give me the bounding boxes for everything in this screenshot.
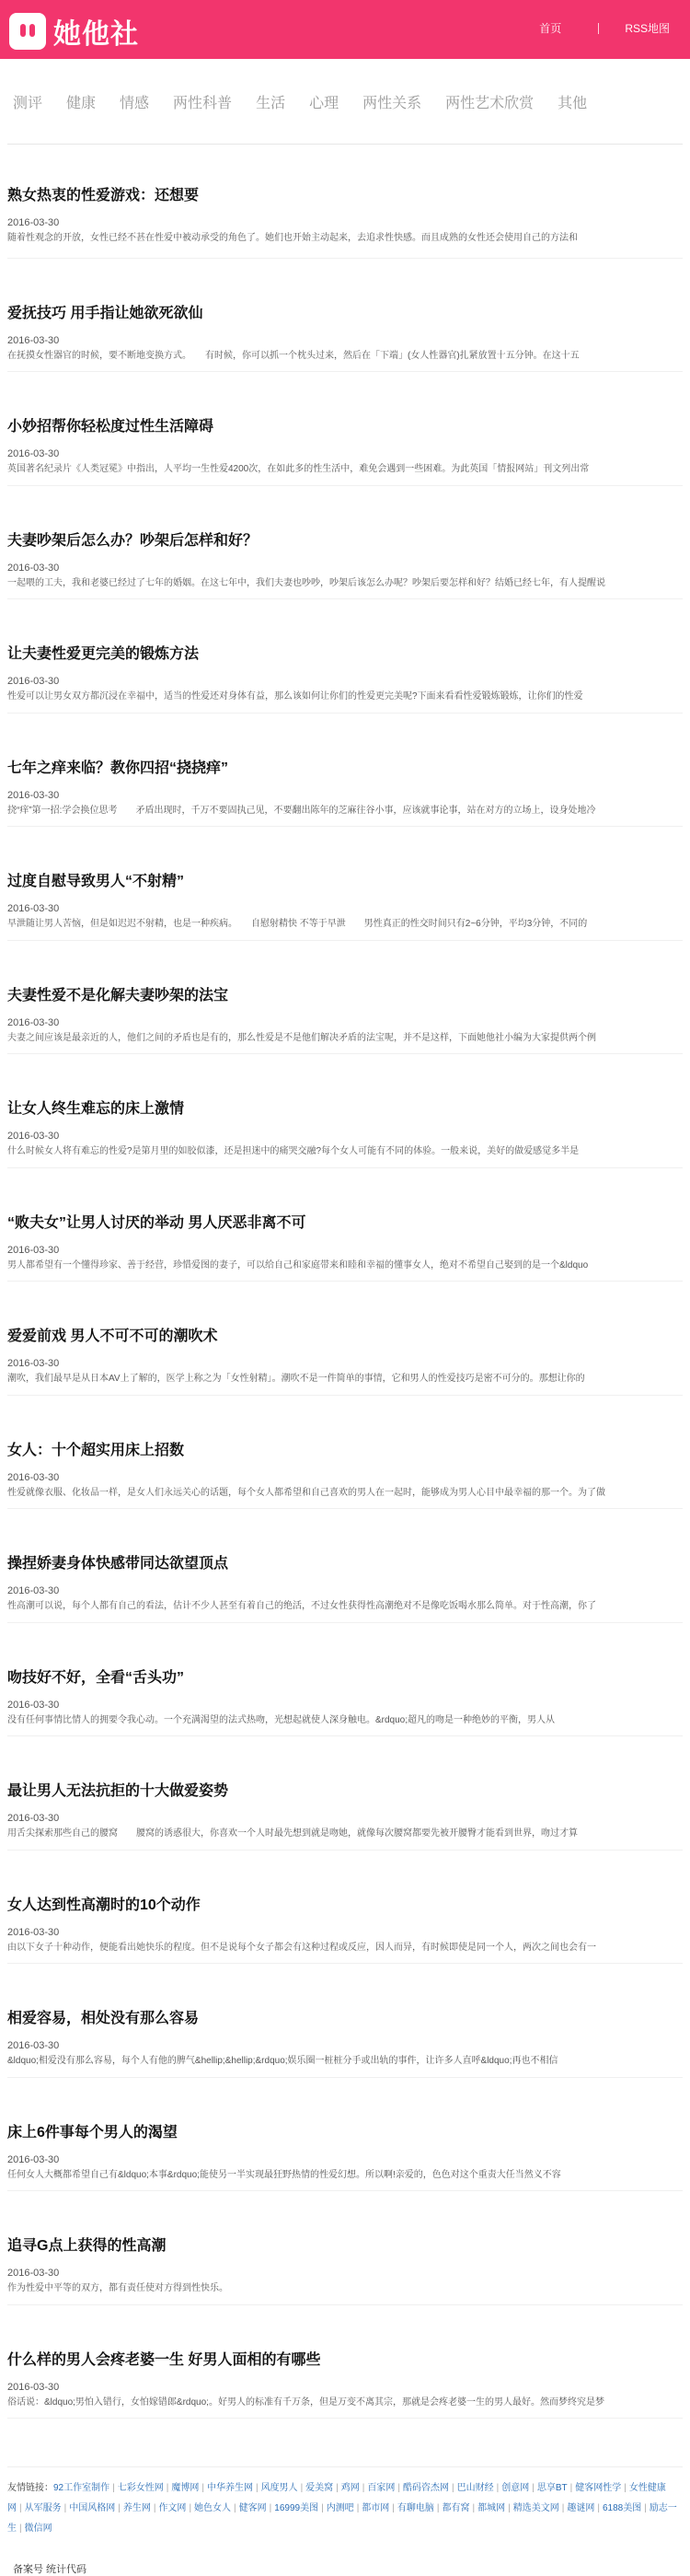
friend-link[interactable]: 趣谜网 (567, 2503, 595, 2513)
article-item (7, 1282, 683, 1396)
article-title[interactable]: 床上6件事每个男人的渴望 (7, 2124, 178, 2141)
article-item (7, 486, 683, 600)
article-date: 2016-03-30 (7, 789, 60, 801)
article-date: 2016-03-30 (7, 1585, 60, 1596)
article-summary: 性爱可以让男女双方都沉浸在幸福中，适当的性爱还对身体有益，那么该如何让你们的性爱更完美呢?下面来看看性爱锻炼锻炼，让你们的性爱 (7, 691, 583, 702)
friend-link[interactable]: 她色女人 (194, 2503, 232, 2513)
friend-link[interactable]: 魔博网 (171, 2483, 200, 2493)
article-date: 2016-03-30 (7, 2381, 60, 2393)
article-title[interactable]: 吻技好不好，全看“舌头功” (7, 1669, 185, 1686)
friend-link[interactable]: 励志一生 (7, 2503, 677, 2534)
article-list (0, 145, 690, 2419)
friend-link[interactable]: 爱美窝 (305, 2483, 334, 2493)
nav-item-health[interactable]: 健康 (66, 95, 97, 111)
link-separator: | (234, 2503, 236, 2513)
friend-links-label: 友情链接： (7, 2483, 53, 2493)
link-separator: | (644, 2503, 647, 2513)
article-title[interactable]: 让夫妻性爱更完美的锻炼方法 (7, 646, 200, 662)
link-separator: | (321, 2503, 324, 2513)
article-item (7, 259, 683, 373)
friend-link[interactable]: 百家网 (367, 2483, 396, 2493)
site-logo[interactable] (9, 11, 139, 52)
article-item (7, 1509, 683, 1623)
article-summary: 夫妻之间应该是最亲近的人，他们之间的矛盾也是有的，那么性爱是不是他们解决矛盾的法宝呢，并不是这样，下面她他社小编为大家提供两个例 (7, 1032, 596, 1043)
friend-link[interactable]: 有聊电脑 (397, 2503, 434, 2513)
link-separator: | (569, 2483, 573, 2493)
home-link[interactable]: 首页 (539, 22, 562, 35)
link-separator: | (561, 2503, 565, 2513)
article-summary: 任何女人大概都希望自己有&ldquo;本事&rdquo;能使另一半实现最狂野热情的性爱幻想。所以啊!亲爱的，色色对这个重责大任当然义不容 (7, 2169, 561, 2180)
friend-link[interactable]: 内测吧 (326, 2503, 354, 2513)
category-nav (7, 59, 683, 145)
article-title[interactable]: 女人：十个超实用床上招数 (7, 1442, 185, 1458)
nav-item-review[interactable]: 测评 (13, 95, 43, 111)
friend-link-list (7, 2483, 677, 2534)
friend-link[interactable]: 从军服务 (24, 2503, 62, 2513)
top-header (0, 0, 690, 59)
article-title[interactable]: 夫妻吵架后怎么办？吵架后怎样和好？ (7, 532, 259, 549)
article-date: 2016-03-30 (7, 1131, 60, 1142)
article-title[interactable]: 爱爱前戏 男人不可不可的潮吹术 (7, 1329, 218, 1344)
article-date: 2016-03-30 (7, 1926, 60, 1938)
top-links (539, 20, 670, 36)
friend-link[interactable]: 中华养生网 (206, 2483, 253, 2493)
link-separator: | (166, 2483, 169, 2493)
article-title[interactable]: 最让男人无法抗拒的十大做爱姿势 (7, 1783, 229, 1799)
friend-link[interactable]: 养生网 (122, 2503, 151, 2513)
article-summary: 性爱就像衣服、化妆品一样，是女人们永远关心的话题，每个女人都希望和自己喜欢的男人在一起时，能够成为男人心目中最幸福的那一个。为了做 (7, 1487, 605, 1498)
link-separator: | (532, 2483, 535, 2493)
nav-item-art[interactable]: 两性艺术欣赏 (445, 95, 535, 111)
link-separator: | (452, 2483, 454, 2493)
link-separator: | (496, 2483, 500, 2493)
article-item (7, 1851, 683, 1965)
article-summary: 用舌尖探索那些自己的腰窝 腰窝的诱惑很大，你喜欢一个人时最先想到就是吻她，就像每次腰窝都要先被开腰臀才能看到世界，吻过才算 (7, 1828, 578, 1839)
link-separator: | (356, 2503, 360, 2513)
link-separator: | (19, 2524, 22, 2534)
article-date: 2016-03-30 (7, 1016, 60, 1028)
article-summary: 一起喂的工夫，我和老婆已经过了七年的婚姻。在这七年中，我们夫妻也吵吵，吵架后该怎么办呢？吵架后要怎样和好？结婚已经七年，有人提醒说 (7, 577, 605, 588)
article-title[interactable]: 操捏娇妻身体快感带同达欲望顶点 (7, 1556, 229, 1572)
link-separator: | (624, 2483, 627, 2493)
link-separator: | (597, 2503, 600, 2513)
friend-links (7, 2466, 683, 2539)
article-title[interactable]: 夫妻性爱不是化解夫妻吵架的法宝 (7, 987, 229, 1004)
link-separator: | (436, 2503, 440, 2513)
divider (598, 23, 599, 34)
link-separator: | (153, 2503, 156, 2513)
article-date: 2016-03-30 (7, 1244, 60, 1256)
friend-link[interactable]: 微信网 (24, 2524, 52, 2534)
link-separator: | (397, 2483, 400, 2493)
link-separator: | (63, 2503, 67, 2513)
nav-item-relationship[interactable]: 两性关系 (362, 95, 422, 111)
article-title[interactable]: 小妙招帮你轻松度过性生活障碍 (7, 419, 214, 435)
article-item (7, 1623, 683, 1737)
article-date: 2016-03-30 (7, 1471, 60, 1483)
article-item (7, 827, 683, 941)
site-name: 她他社 (53, 19, 139, 50)
link-separator: | (269, 2503, 272, 2513)
article-summary: 没有任何事情比情人的拥要令我心动。一个充满渴望的法式热吻，光想起就使人深身触电。&rdquo;超凡的吻是一种绝妙的平衡，男人从 (7, 1714, 556, 1725)
article-summary: 在抚摸女性器官的时候，要不断地变换方式。 有时候，你可以抓一个枕头过来，然后在「下端」(女人性器官)扎紧放置十五分钟。在这十五 (7, 350, 580, 361)
article-date: 2016-03-30 (7, 676, 60, 687)
article-summary: 挠“痒”第一招:学会换位思考 矛盾出现时，千万不要固执己见，不要翻出陈年的芝麻往谷小事，应该就事论事，站在对方的立场上，设身处地冷 (7, 805, 596, 816)
friend-link[interactable]: 16999美图 (274, 2503, 319, 2513)
friend-link[interactable]: 都有窝 (442, 2503, 470, 2513)
article-date: 2016-03-30 (7, 1699, 60, 1711)
friend-link[interactable]: 思享BT (536, 2483, 568, 2493)
logo-icon (9, 13, 46, 50)
article-date: 2016-03-30 (7, 2040, 60, 2051)
link-separator: | (255, 2483, 259, 2493)
article-date: 2016-03-30 (7, 1358, 60, 1369)
article-item (7, 372, 683, 486)
footer: 备案号 统计代码 (13, 2564, 87, 2575)
friend-link[interactable]: 都市网 (362, 2503, 390, 2513)
article-summary: &ldquo;相爱没有那么容易，每个人有他的脾气&hellip;&hellip;&rdquo;娱乐圈一桩桩分手或出轨的事件，让许多人直呼&ldquo;再也不相信 (7, 2056, 558, 2066)
friend-link[interactable]: 中国风格网 (69, 2503, 116, 2513)
nav-item-emotion[interactable]: 情感 (120, 95, 150, 111)
article-summary: 英国著名纪录片《人类冠冕》中指出，人平均一生性爱4200次，在如此多的性生活中，难免会遇到一些困难。为此英国「情报网站」刊文列出常 (7, 464, 590, 474)
link-separator: | (362, 2483, 365, 2493)
article-item (7, 145, 683, 259)
article-title[interactable]: “败夫女”让男人讨厌的举动 男人厌恶非离不可 (7, 1214, 306, 1231)
friend-link[interactable]: 酷码咨杰网 (403, 2483, 449, 2493)
article-date: 2016-03-30 (7, 334, 60, 346)
article-item (7, 941, 683, 1055)
article-title[interactable]: 让女人终生难忘的床上激情 (7, 1101, 185, 1117)
article-summary: 潮吹，我们最早是从日本AV上了解的，医学上称之为「女性射精」。潮吹不是一件简单的事情，它和男人的性爱技巧是密不可分的。那想让你的 (7, 1374, 585, 1384)
link-separator: | (19, 2503, 22, 2513)
article-item (7, 1964, 683, 2078)
rss-map-link[interactable]: RSS地图 (625, 22, 670, 35)
link-separator: | (472, 2503, 476, 2513)
article-item (7, 1054, 683, 1168)
article-date: 2016-03-30 (7, 2268, 60, 2279)
friend-link[interactable]: 92工作室制作 (53, 2483, 110, 2493)
friend-link[interactable]: 风度男人 (260, 2483, 298, 2493)
friend-link[interactable]: 都城网 (477, 2503, 506, 2513)
article-item (7, 2305, 683, 2419)
friend-link[interactable]: 女性健康网 (7, 2483, 666, 2513)
link-separator: | (112, 2483, 115, 2493)
article-item (7, 1396, 683, 1510)
friend-link[interactable]: 七彩女性网 (117, 2483, 164, 2493)
article-summary: 早泄随让男人苦恼，但是如迟迟不射精，也是一种疾病。 自慰射精快 不等于早泄 男性真正的性交时间只有2~6分钟，平均3分钟，不同的 (7, 919, 588, 929)
article-summary: 俗话说：&ldquo;男怕入错行，女怕嫁错郎&rdquo;。好男人的标准有千万条，但是万变不离其宗，那就是会疼老婆一生的男人最好。然而梦终究是梦 (7, 2396, 604, 2408)
article-title[interactable]: 女人达到性高潮时的10个动作 (7, 1897, 201, 1913)
link-separator: | (508, 2503, 511, 2513)
friend-link[interactable]: 精选美文网 (512, 2503, 559, 2513)
friend-link[interactable]: 巴山财经 (456, 2483, 494, 2493)
article-date: 2016-03-30 (7, 217, 60, 228)
article-item (7, 599, 683, 714)
article-summary: 由以下女子十种动作，便能看出她快乐的程度。但不是说每个女子都会有这种过程或反应，因人而异，有时候即使是同一个人，两次之间也会有一 (7, 1942, 596, 1953)
link-separator: | (201, 2483, 204, 2493)
nav-item-psychology[interactable]: 心理 (309, 95, 339, 111)
friend-link[interactable]: 鸡网 (340, 2483, 360, 2493)
nav-item-science[interactable]: 两性科普 (173, 95, 233, 111)
article-date: 2016-03-30 (7, 903, 60, 914)
nav-item-life[interactable]: 生活 (256, 95, 286, 111)
friend-link[interactable]: 6188美图 (602, 2503, 642, 2513)
article-summary: 男人都希望有一个懂得珍家、善于经营，珍惜爱图的妻子，可以给自己和家庭带来和睦和幸福的懂事女人，绝对不希望自己娶到的是一个&ldquo (7, 1259, 589, 1271)
article-item (7, 714, 683, 828)
article-date: 2016-03-30 (7, 448, 60, 459)
link-separator: | (300, 2483, 304, 2493)
friend-link[interactable]: 作文网 (158, 2503, 187, 2513)
article-title[interactable]: 相爱容易，相处没有那么容易 (7, 2011, 200, 2026)
article-date: 2016-03-30 (7, 1813, 60, 1824)
article-item (7, 1168, 683, 1282)
friend-link[interactable]: 健客网 (238, 2503, 267, 2513)
friend-link[interactable]: 健客网性学 (575, 2483, 622, 2493)
article-title[interactable]: 过度自慰导致男人“不射精” (7, 874, 185, 889)
friend-link[interactable]: 创意网 (501, 2483, 530, 2493)
article-title[interactable]: 追寻G点上获得的性高潮 (7, 2238, 167, 2254)
article-item (7, 1736, 683, 1851)
article-summary: 随着性观念的开放，女性已经不甚在性爱中被动承受的角色了。她们也开始主动起来，去追求性快感。而且成熟的女性还会使用自己的方法和 (7, 233, 578, 243)
article-summary: 什么时候女人将有难忘的性爱?是第月里的如胶似漆，还是担迷中的痛哭交融?每个女人可能有不同的体验。一般来说，美好的做爱感觉多半是 (7, 1146, 580, 1156)
article-title[interactable]: 七年之痒来临？教你四招“挠挠痒” (7, 760, 229, 776)
nav-item-other[interactable]: 其他 (558, 95, 588, 111)
article-summary: 性高潮可以说，每个人都有自己的看法，估计不少人甚至有着自己的绝活，不过女性获得性高潮绝对不是像吃饭喝水那么简单。对于性高潮，你了 (7, 1601, 596, 1611)
article-date: 2016-03-30 (7, 2153, 60, 2165)
link-separator: | (189, 2503, 192, 2513)
link-separator: | (392, 2503, 395, 2513)
article-title[interactable]: 什么样的男人会疼老婆一生 好男人面相的有哪些 (7, 2351, 321, 2368)
article-title[interactable]: 爱抚技巧 用手指让她欲死欲仙 (7, 305, 203, 321)
article-date: 2016-03-30 (7, 562, 60, 574)
article-title[interactable]: 熟女热衷的性爱游戏：还想要 (7, 188, 200, 203)
link-separator: | (336, 2483, 339, 2493)
article-summary: 作为性爱中平等的双方，都有责任使对方得到性快乐。 (7, 2283, 228, 2293)
article-item (7, 2191, 683, 2305)
article-item (7, 2078, 683, 2192)
link-separator: | (118, 2503, 121, 2513)
